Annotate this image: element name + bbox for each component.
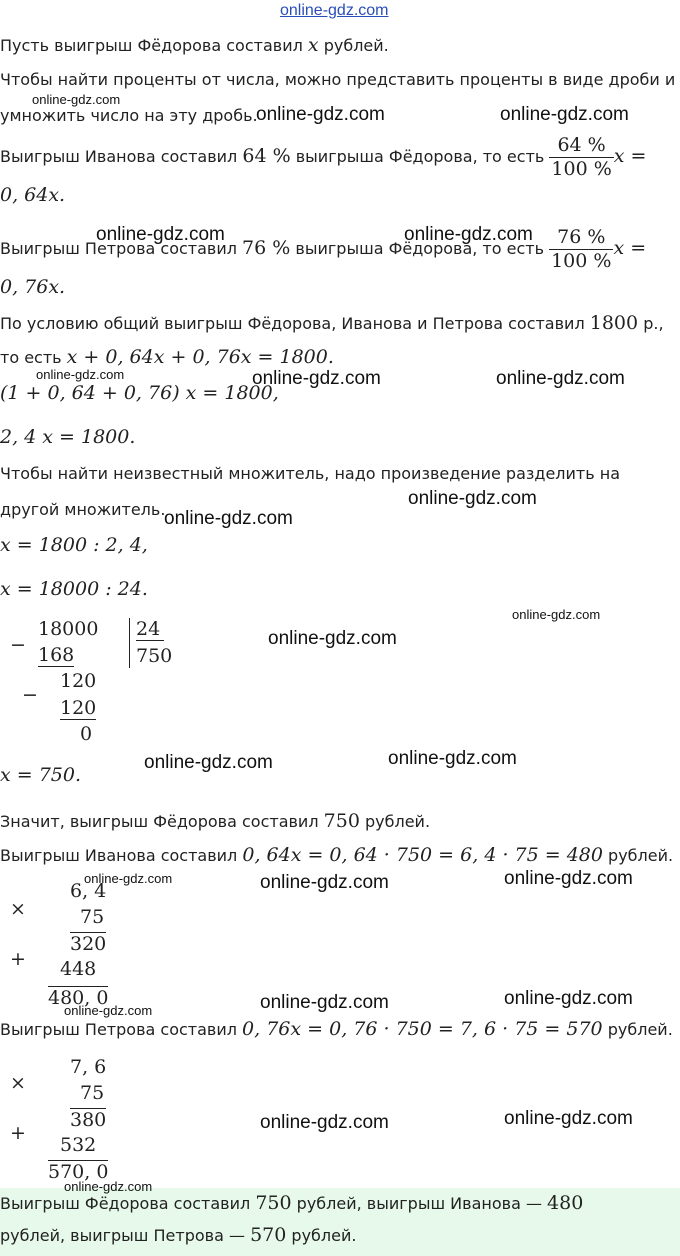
text-run: выигрыша Фёдорова, то есть (290, 238, 550, 258)
subtrahend: 120 (60, 697, 97, 719)
subtrahend: 168 (38, 644, 75, 666)
fraction (549, 226, 613, 273)
final-remainder: 0 (80, 723, 93, 745)
times-sign: × (10, 898, 26, 920)
text-run: По условию общий выигрыш Фёдорова, Иванова и Петрова составил (0, 314, 590, 333)
math-value: 570 (250, 1224, 287, 1246)
text-run: Значит, выигрыш Фёдорова составил (0, 812, 324, 831)
math-expr: 0, 76x = 0, 76 · 750 = 7, 6 · 75 = 570 (242, 1018, 603, 1040)
equation-grouped: (1 + 0, 64 + 0, 76) x = 1800, (0, 382, 279, 404)
site-link[interactable]: online-gdz.com (280, 2, 389, 19)
remainder: 120 (60, 670, 97, 692)
minus-sign: − (10, 634, 26, 656)
factor: 75 (80, 906, 105, 928)
fraction-denominator: 100 % (551, 249, 612, 272)
paragraph-petrov-result (0, 1018, 673, 1040)
ivanov-expression: 0, 64x. (0, 184, 66, 206)
watermark: online-gdz.com (84, 871, 173, 886)
watermark: online-gdz.com (256, 104, 385, 125)
division-bar (129, 618, 130, 668)
equation-result: x = 750. (0, 764, 82, 786)
fraction-numerator: 76 % (549, 226, 613, 250)
divisor: 24 (136, 618, 164, 641)
watermark: online-gdz.com (504, 988, 633, 1009)
fraction-denominator: 100 % (551, 157, 612, 180)
product: 480, 0 (48, 987, 109, 1009)
partial-product: 532 (60, 1134, 97, 1156)
watermark: online-gdz.com (500, 104, 629, 125)
watermark: online-gdz.com (404, 224, 533, 245)
math-value: 480 (547, 1192, 584, 1214)
watermark: online-gdz.com (164, 508, 293, 529)
text-run: р., (638, 314, 664, 333)
text-run: Выигрыш Иванова составил (0, 846, 243, 865)
paragraph-fedorov-result (0, 810, 430, 832)
partial-product: 448 (60, 958, 97, 980)
watermark: online-gdz.com (96, 224, 225, 245)
watermark: online-gdz.com (32, 92, 121, 107)
math-value: 64 % (242, 144, 291, 167)
answer-line2 (0, 1224, 356, 1246)
math-expr: 0, 64x = 0, 64 · 750 = 6, 4 · 75 = 480 (242, 844, 603, 866)
minus-sign: − (22, 684, 38, 706)
factor: 75 (80, 1082, 105, 1104)
text-run: рублей, выигрыш Петрова — (0, 1226, 251, 1245)
watermark: online-gdz.com (260, 1112, 389, 1133)
text-run: рублей. (602, 846, 674, 865)
math-value: 750 (255, 1192, 292, 1214)
paragraph-total (0, 312, 664, 334)
total-equation-line (0, 346, 334, 368)
text-run: рублей. (318, 36, 389, 55)
watermark: online-gdz.com (268, 628, 397, 649)
factor: 7, 6 (70, 1056, 107, 1078)
dividend: 18000 (38, 618, 99, 640)
paragraph-unknown (0, 34, 389, 56)
watermark: online-gdz.com (260, 872, 389, 893)
watermark: online-gdz.com (64, 1003, 153, 1018)
text-run: Выигрыш Иванова составил (0, 146, 243, 166)
factor: 6, 4 (70, 880, 107, 902)
watermark: online-gdz.com (144, 752, 273, 773)
answer-line1 (0, 1192, 583, 1214)
plus-sign: + (10, 1122, 26, 1144)
paragraph-percent-rule-line1: Чтобы найти проценты от числа, можно представить проценты в виде дроби и (0, 70, 676, 89)
partial-product: 380 (70, 1109, 107, 1131)
fraction-numerator: 64 % (549, 134, 613, 158)
paragraph-factor-rule-line2: другой множитель. (0, 500, 166, 519)
answer-box (0, 1188, 680, 1256)
watermark: online-gdz.com (260, 992, 389, 1013)
equation-division: x = 1800 : 2, 4, (0, 534, 148, 556)
paragraph-ivanov (0, 134, 646, 181)
text-run: выигрыша Фёдорова, то есть (290, 146, 550, 166)
watermark: online-gdz.com (388, 748, 517, 769)
math-expr: x = (613, 144, 647, 167)
product: 570, 0 (48, 1161, 109, 1183)
text-run: рублей. (602, 1020, 673, 1039)
math-expr: x = (613, 236, 647, 259)
math-var: x (307, 34, 319, 56)
watermark: online-gdz.com (252, 368, 381, 389)
text-run: Выигрыш Фёдорова составил (0, 1194, 256, 1213)
petrov-expression: 0, 76x. (0, 276, 66, 298)
times-sign: × (10, 1072, 26, 1094)
text-run: рублей. (359, 812, 431, 831)
equation-division-int: x = 18000 : 24. (0, 578, 148, 600)
paragraph-factor-rule-line1: Чтобы найти неизвестный множитель, надо произведение разделить на (0, 464, 621, 483)
text-run: то есть (0, 348, 67, 367)
text-run: рублей, выигрыш Иванова — (291, 1194, 548, 1213)
plus-sign: + (10, 948, 26, 970)
watermark: online-gdz.com (496, 368, 625, 389)
math-value: 750 (323, 810, 360, 832)
watermark: online-gdz.com (408, 488, 537, 509)
paragraph-percent-rule-line2: умножить число на эту дробь. (0, 106, 258, 125)
watermark: online-gdz.com (512, 607, 601, 622)
watermark: online-gdz.com (36, 367, 125, 382)
watermark: online-gdz.com (504, 1108, 633, 1129)
text-run: рублей. (286, 1226, 357, 1245)
quotient: 750 (136, 645, 173, 667)
watermark: online-gdz.com (504, 868, 633, 889)
math-expr: x + 0, 64x + 0, 76x = 1800. (66, 346, 334, 368)
fraction (549, 134, 613, 181)
text-run: Выигрыш Петрова составил (0, 1020, 243, 1039)
math-value: 76 % (242, 236, 291, 259)
partial-product: 320 (70, 933, 107, 955)
text-run: Пусть выигрыш Фёдорова составил (0, 36, 308, 55)
equation-simplified: 2, 4 x = 1800. (0, 426, 136, 448)
text-run: Выигрыш Петрова составил (0, 238, 243, 258)
watermark: online-gdz.com (64, 1179, 153, 1194)
math-value: 1800 (589, 312, 639, 334)
paragraph-ivanov-result (0, 844, 673, 866)
